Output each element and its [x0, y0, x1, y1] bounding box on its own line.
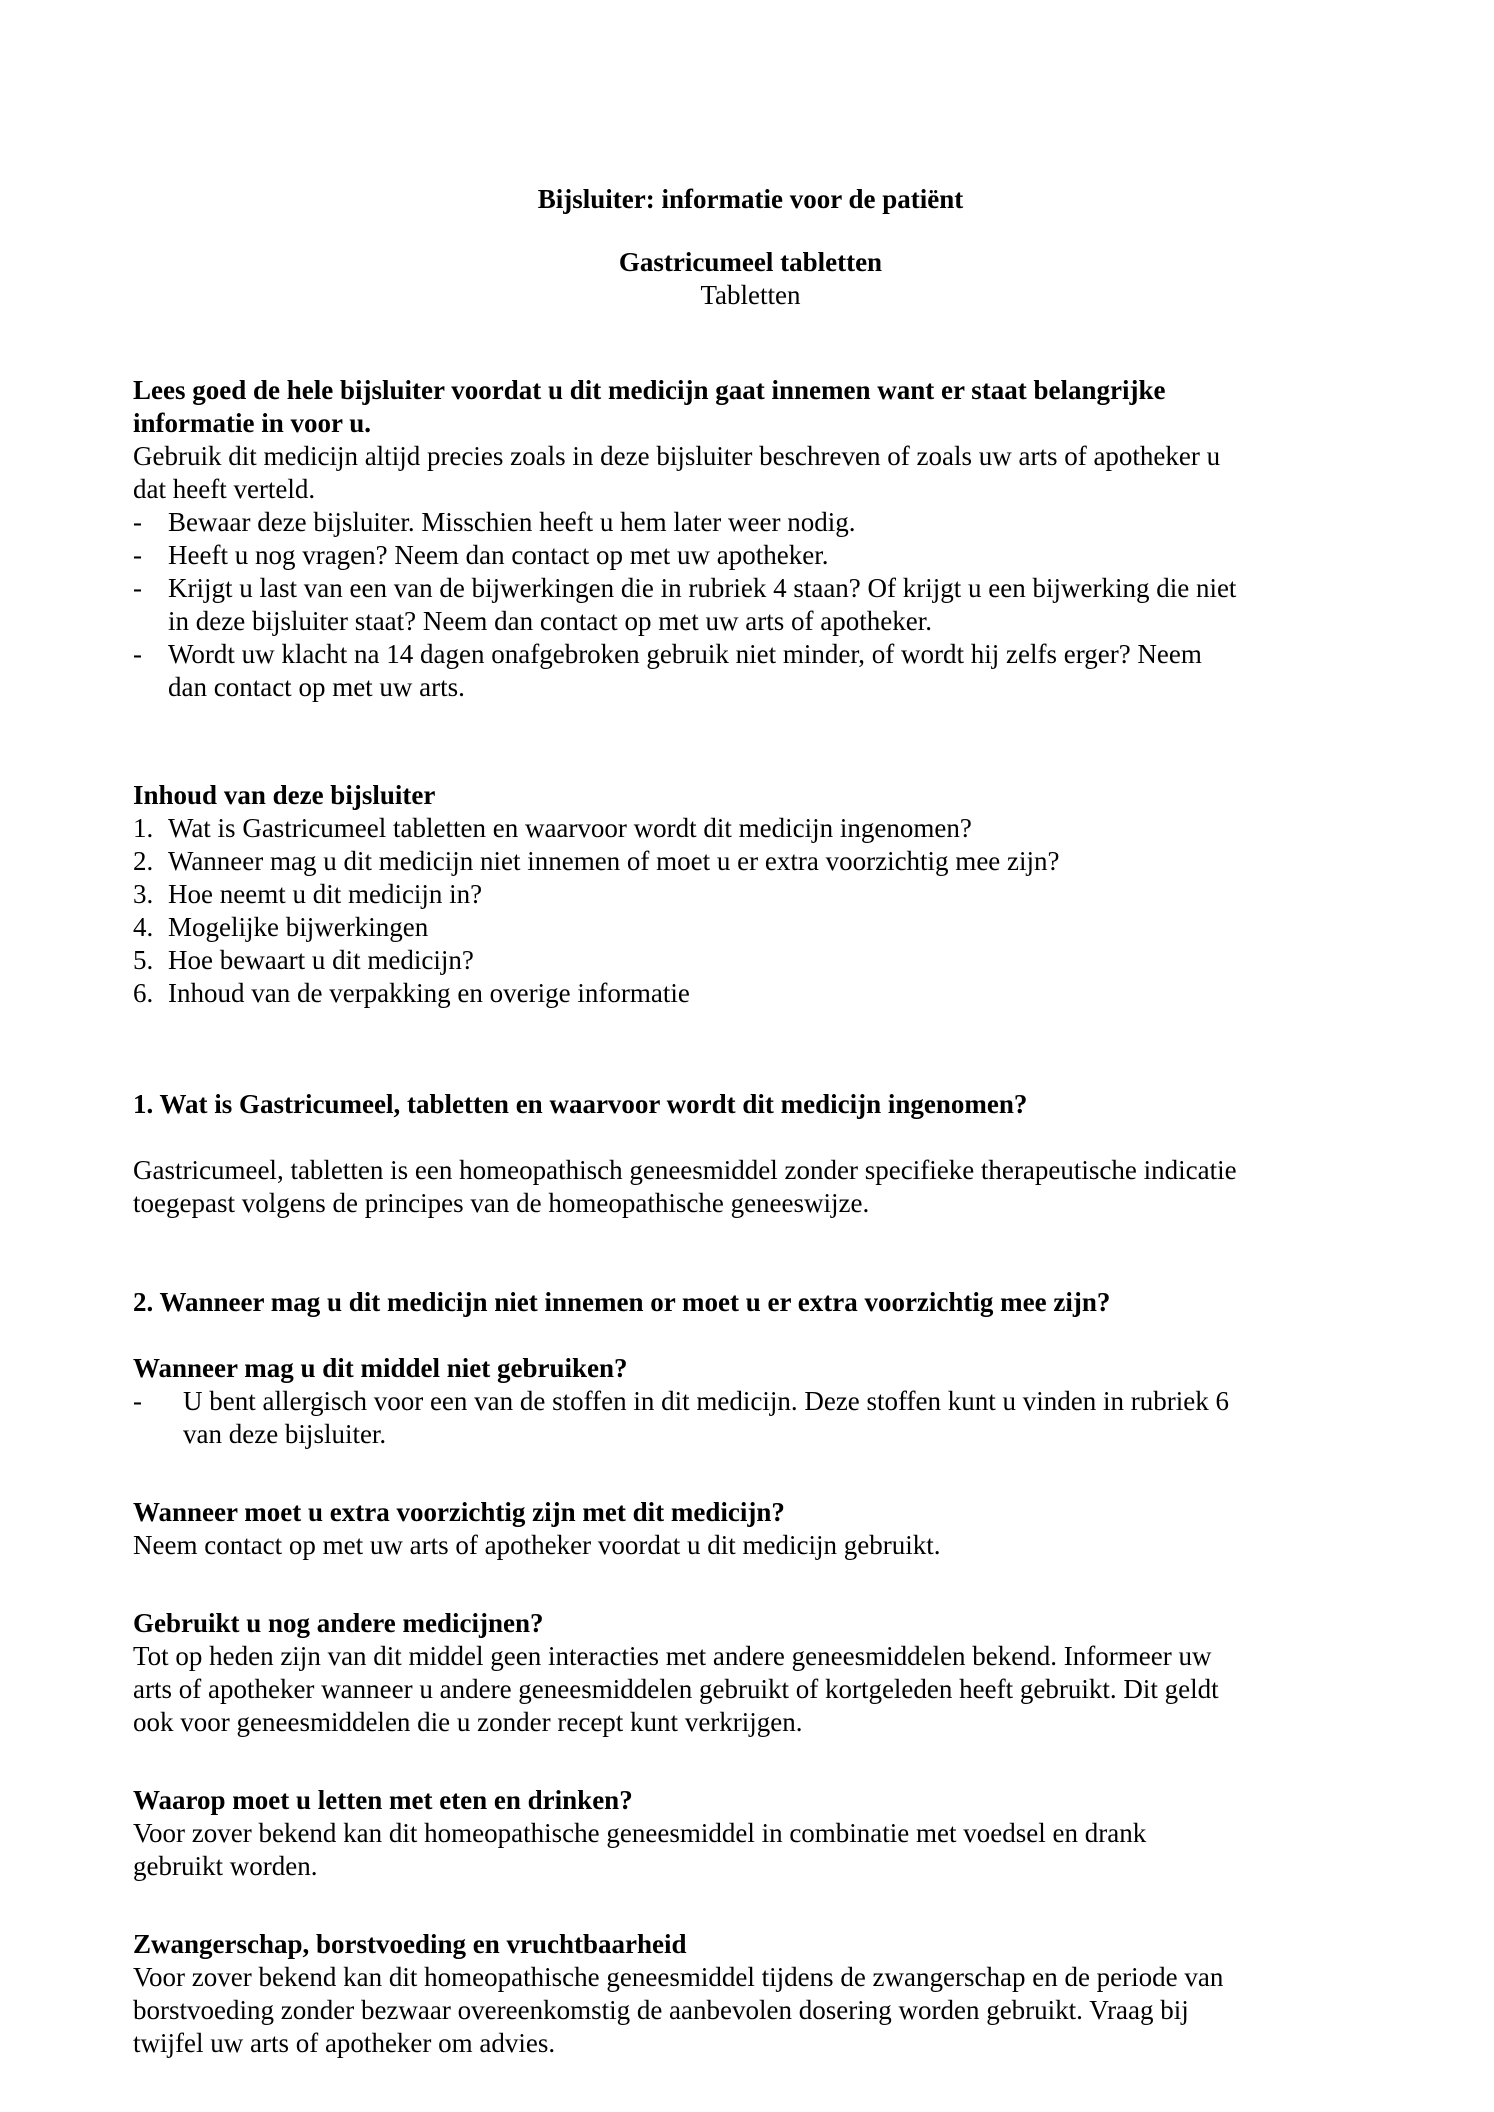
bullet-item: [133, 572, 1368, 638]
toc-item: [133, 812, 1368, 845]
subsection-heading-eten-drinken: Waarop moet u letten met eten en drinken?: [133, 1785, 633, 1815]
toc-heading: Inhoud van deze bijsluiter: [133, 780, 436, 810]
toc-text: Wat is Gastricumeel tabletten en waarvoor wordt dit medicijn ingenomen?: [168, 813, 972, 843]
subsection-paragraph-andere-medicijnen: Tot op heden zijn van dit middel geen interacties met andere geneesmiddelen bekend. Informeer uw arts of apotheker wanneer u andere geneesmiddelen gebruikt of kortgeleden heeft gebruikt. Dit geldt ook voor geneesmiddelen die u zonder recept kunt verkrijgen.: [133, 1641, 1219, 1737]
toc-item: [133, 977, 1368, 1010]
toc-number: 2.: [133, 846, 154, 876]
subsection-paragraph-zwangerschap: Voor zover bekend kan dit homeopathische geneesmiddel tijdens de zwangerschap en de periode van borstvoeding zonder bezwaar overeenkomstig de aanbevolen dosering worden gebruikt. Vraag bij twijfel uw arts of apotheker om advies.: [133, 1962, 1224, 2058]
section-1-heading: 1. Wat is Gastricumeel, tabletten en waarvoor wordt dit medicijn ingenomen?: [133, 1089, 1028, 1119]
bullet-text: Krijgt u last van een van de bijwerkingen die in rubriek 4 staan? Of krijgt u een bijwerking die niet in deze bijsluiter staat? Neem dan contact op met uw arts of apotheker.: [168, 573, 1237, 636]
toc-item: [133, 845, 1368, 878]
bullet-dash: -: [133, 639, 142, 669]
product-form: Tabletten: [700, 280, 801, 310]
bullet-text: Bewaar deze bijsluiter. Misschien heeft u hem later weer nodig.: [168, 507, 856, 537]
doc-title: Bijsluiter: informatie voor de patiënt: [537, 184, 964, 214]
toc-text: Mogelijke bijwerkingen: [168, 912, 429, 942]
subsection-paragraph-eten-drinken: Voor zover bekend kan dit homeopathische geneesmiddel in combinatie met voedsel en drank gebruikt worden.: [133, 1818, 1147, 1881]
subsection-heading-voorzichtig: Wanneer moet u extra voorzichtig zijn met dit medicijn?: [133, 1497, 785, 1527]
toc-text: Hoe neemt u dit medicijn in?: [168, 879, 483, 909]
toc-text: Inhoud van de verpakking en overige informatie: [168, 978, 690, 1008]
bullet-text: Heeft u nog vragen? Neem dan contact op met uw apotheker.: [168, 540, 829, 570]
subsection-paragraph-voorzichtig: Neem contact op met uw arts of apotheker voordat u dit medicijn gebruikt.: [133, 1530, 941, 1560]
toc-number: 6.: [133, 978, 154, 1008]
toc-text: Wanneer mag u dit medicijn niet innemen of moet u er extra voorzichtig mee zijn?: [168, 846, 1060, 876]
toc-item: [133, 911, 1368, 944]
toc-number: 5.: [133, 945, 154, 975]
bullet-dash: -: [133, 507, 142, 537]
toc-number: 4.: [133, 912, 154, 942]
intro-bullet-list: [133, 506, 1368, 704]
subsection-heading-andere-medicijnen: Gebruikt u nog andere medicijnen?: [133, 1608, 544, 1638]
bullet-item: [133, 539, 1368, 572]
toc-text: Hoe bewaart u dit medicijn?: [168, 945, 474, 975]
intro-heading: Lees goed de hele bijsluiter voordat u dit medicijn gaat innemen want er staat belangrijke informatie in voor u.: [133, 375, 1166, 438]
toc-item: [133, 878, 1368, 911]
subsection-heading-zwangerschap: Zwangerschap, borstvoeding en vruchtbaarheid: [133, 1929, 687, 1959]
section-1-paragraph: Gastricumeel, tabletten is een homeopathisch geneesmiddel zonder specifieke therapeutische indicatie toegepast volgens de principes van de homeopathische geneeswijze.: [133, 1155, 1237, 1218]
toc-item: [133, 944, 1368, 977]
bullet-item: [133, 506, 1368, 539]
toc-list: [133, 812, 1368, 1010]
toc: [133, 779, 1368, 1010]
section-2-heading: 2. Wanneer mag u dit medicijn niet innemen or moet u er extra voorzichtig mee zijn?: [133, 1287, 1111, 1317]
toc-number: 1.: [133, 813, 154, 843]
bullet-text: U bent allergisch voor een van de stoffen in dit medicijn. Deze stoffen kunt u vinden in rubriek 6 van deze bijsluiter.: [183, 1386, 1229, 1449]
bullet-dash: -: [133, 1386, 142, 1416]
bullet-dash: -: [133, 573, 142, 603]
bullet-text: Wordt uw klacht na 14 dagen onafgebroken gebruik niet minder, of wordt hij zelfs erger? Neem dan contact op met uw arts.: [168, 639, 1202, 702]
bullet-dash: -: [133, 540, 142, 570]
allergy-bullet-item: [133, 1385, 1368, 1451]
intro-paragraph: Gebruik dit medicijn altijd precies zoals in deze bijsluiter beschreven of zoals uw arts of apotheker u dat heeft verteld.: [133, 441, 1221, 504]
product-name: Gastricumeel tabletten: [618, 247, 883, 277]
subsection-heading-niet-gebruiken: Wanneer mag u dit middel niet gebruiken?: [133, 1353, 628, 1383]
bullet-item: [133, 638, 1368, 704]
toc-number: 3.: [133, 879, 154, 909]
